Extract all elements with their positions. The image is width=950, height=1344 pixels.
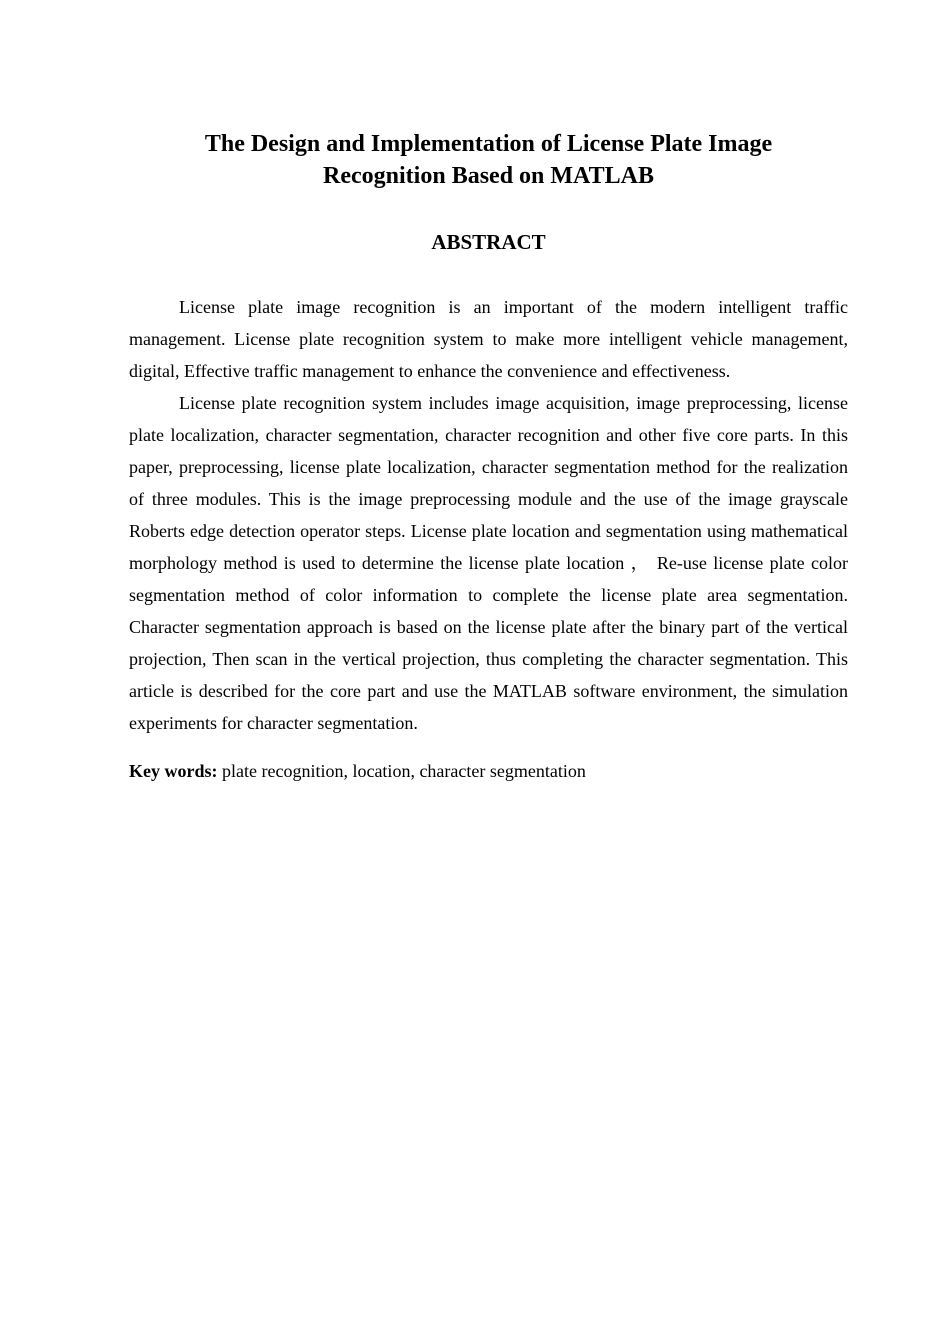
abstract-paragraph-1: License plate image recognition is an important of the modern intelligent traffic management. License plate recognition system to make more intelligent vehicle management, digital, Effective traffic management to enhance the convenience and effectiveness. — [129, 297, 848, 381]
keywords-label: Key words: — [129, 761, 218, 781]
document-page — [129, 128, 848, 787]
abstract-paragraph-2: License plate recognition system includes image acquisition, image preprocessing, license plate localization, character segmentation, character recognition and other five core parts. In this paper, preprocessing, license plate localization, character segmentation method for the realization of three modules. This is the image preprocessing module and the use of the image grayscale Roberts edge detection operator steps. License plate location and segmentation using mathematical morphology method is used to determine the license plate location ， Re-use license plate color segmentation method of color information to complete the license plate area segmentation. Character segmentation approach is based on the license plate after the binary part of the vertical projection, Then scan in the vertical projection, thus completing the character segmentation. This article is described for the core part and use the MATLAB software environment, the simulation experiments for character segmentation. — [129, 393, 848, 733]
abstract-body — [129, 291, 848, 739]
paper-title-line-1: The Design and Implementation of License Plate Image — [204, 131, 773, 157]
keywords-text: plate recognition, location, character segmentation — [217, 761, 586, 781]
paper-title — [129, 128, 848, 192]
paper-title-line-2: Recognition Based on MATLAB — [323, 163, 654, 189]
keywords-line — [129, 755, 848, 787]
abstract-heading: ABSTRACT — [431, 230, 546, 254]
